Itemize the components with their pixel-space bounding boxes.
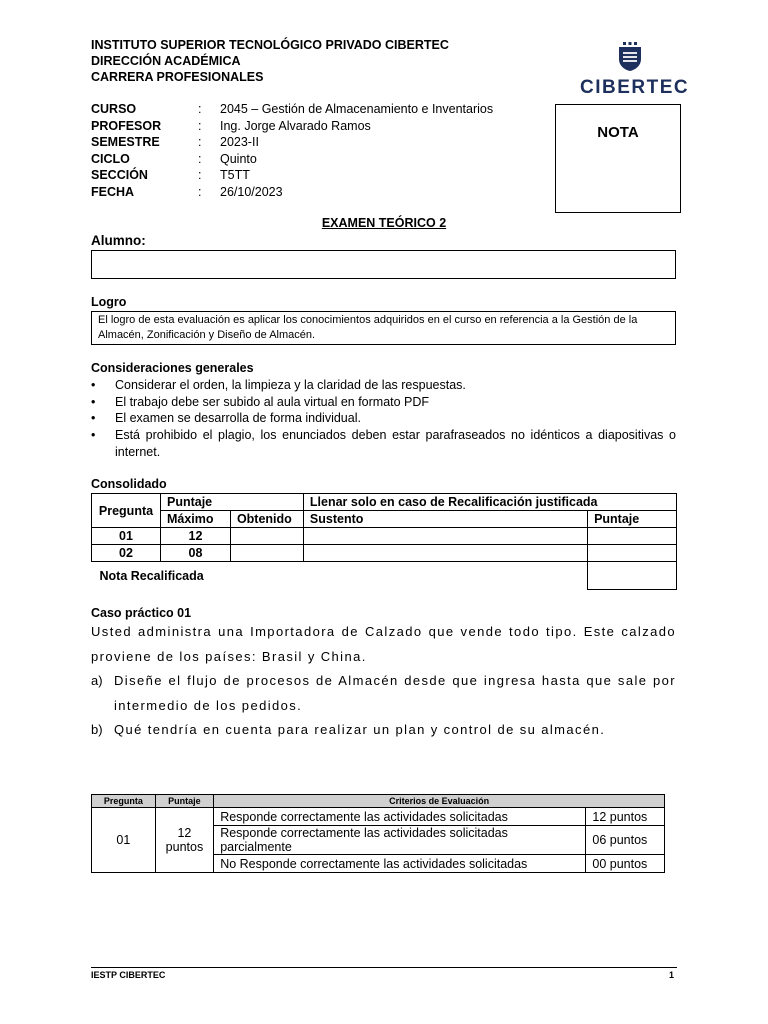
cell-maximo: 12 (160, 528, 230, 545)
info-row-ciclo (91, 151, 493, 168)
header-puntaje-recal: Puntaje (588, 511, 677, 528)
info-row-semestre (91, 134, 493, 151)
header-obtenido: Obtenido (230, 511, 303, 528)
consolidado-table (91, 493, 677, 590)
info-label: FECHA (91, 184, 135, 199)
alumno-field[interactable] (91, 250, 676, 279)
logro-label: Logro (91, 295, 127, 309)
info-value: 26/10/2023 (220, 184, 283, 199)
info-label: CURSO (91, 102, 137, 116)
cell-sustento[interactable] (303, 528, 587, 545)
caso-item-a (91, 669, 676, 718)
info-row-profesor (91, 118, 493, 135)
table-row (92, 562, 677, 590)
cibertec-logo (580, 42, 690, 99)
caso-item-b (91, 718, 676, 743)
institution-header (91, 37, 449, 85)
info-row-fecha (91, 184, 493, 201)
list-item-text: Está prohibido el plagio, los enunciados deben estar parafraseados no idénticos a diapositivas o internet. (115, 428, 676, 459)
cell-obtenido[interactable] (230, 545, 303, 562)
logo-wordmark: CIBERTEC (580, 77, 690, 98)
nota-recalificada-label: Nota Recalificada (99, 568, 204, 583)
item-text: Diseñe el flujo de procesos de Almacén desde que ingresa hasta que sale por intermedio de los pedidos. (114, 673, 676, 713)
info-label: SEMESTRE (91, 135, 160, 149)
cell-puntaje[interactable] (588, 545, 677, 562)
course-info (91, 101, 493, 200)
rubric-puntos: 00 puntos (586, 855, 665, 873)
header-line-1: INSTITUTO SUPERIOR TECNOLÓGICO PRIVADO CIBERTEC (91, 38, 449, 52)
page-number: 1 (669, 970, 675, 980)
rubric-puntos: 12 puntos (586, 808, 665, 826)
cell-pregunta: 02 (92, 545, 161, 562)
rubric-criterio: Responde correctamente las actividades solicitadas parcialmente (214, 826, 586, 855)
cell-obtenido[interactable] (230, 528, 303, 545)
info-value: 2023-II (220, 135, 259, 149)
rubric-pregunta: 01 (92, 808, 156, 873)
header-recalificacion: Llenar solo en caso de Recalificación justificada (303, 494, 676, 511)
info-colon: : (198, 102, 202, 116)
caso-body (91, 620, 676, 743)
info-colon: : (198, 151, 202, 166)
table-row (92, 545, 677, 562)
list-item-text: El examen se desarrolla de forma individual. (115, 411, 361, 426)
info-colon: : (198, 168, 202, 182)
info-value: 2045 – Gestión de Almacenamiento e Inventarios (220, 102, 494, 116)
logro-box (91, 311, 676, 345)
header-line-2: DIRECCIÓN ACADÉMICA (91, 54, 241, 68)
info-label: PROFESOR (91, 118, 162, 133)
consideraciones-list (91, 377, 676, 461)
bullet-icon: • (91, 411, 96, 426)
list-item (91, 410, 676, 427)
bullet-icon: • (91, 378, 96, 392)
caso-intro: Usted administra una Importadora de Calzado que vende todo tipo. Este calzado proviene de los países: Brasil y China. (91, 624, 676, 664)
cell-sustento[interactable] (303, 545, 587, 562)
rubric-header-puntaje: Puntaje (155, 795, 214, 808)
rubric-puntaje: 12 puntos (155, 808, 214, 873)
info-colon: : (198, 184, 202, 199)
info-label: CICLO (91, 151, 130, 166)
header-sustento: Sustento (303, 511, 587, 528)
item-label: a) (91, 673, 103, 688)
rubric-puntos: 06 puntos (586, 826, 665, 855)
info-row-seccion (91, 167, 493, 184)
header-maximo: Máximo (160, 511, 230, 528)
nota-label: NOTA (597, 124, 639, 141)
rubric-criterio: No Responde correctamente las actividades solicitadas (214, 855, 586, 873)
list-item (91, 377, 676, 394)
rubric-header-pregunta: Pregunta (92, 795, 156, 808)
shield-icon (617, 42, 643, 72)
exam-title: EXAMEN TEÓRICO 2 (321, 216, 447, 230)
header-pregunta: Pregunta (92, 494, 161, 528)
consolidado-label: Consolidado (91, 477, 167, 491)
logro-text: El logro de esta evaluación es aplicar los conocimientos adquiridos en el curso en referencia a la Gestión de la Almacén, Zonificación y Diseño de Almacén. (98, 314, 638, 341)
nota-recalificada-field[interactable] (588, 562, 677, 590)
info-label: SECCIÓN (91, 168, 148, 182)
list-item-text: Considerar el orden, la limpieza y la claridad de las respuestas. (115, 378, 466, 392)
info-colon: : (198, 118, 202, 133)
bullet-icon: • (91, 394, 96, 409)
list-item-text: El trabajo debe ser subido al aula virtual en formato PDF (115, 394, 430, 409)
caso-label: Caso práctico 01 (91, 606, 192, 620)
cell-puntaje[interactable] (588, 528, 677, 545)
alumno-label: Alumno: (91, 233, 146, 248)
info-value: Ing. Jorge Alvarado Ramos (220, 118, 371, 133)
item-label: b) (91, 722, 103, 737)
consideraciones-label: Consideraciones generales (91, 361, 254, 375)
rubric-header-criterios: Criterios de Evaluación (214, 795, 665, 808)
list-item (91, 394, 676, 411)
list-item (91, 427, 676, 460)
footer-institution: IESTP CIBERTEC (91, 970, 166, 980)
item-text: Qué tendría en cuenta para realizar un plan y control de su almacén. (114, 722, 606, 737)
info-value: Quinto (220, 151, 257, 166)
footer-divider (91, 967, 677, 968)
cell-maximo: 08 (160, 545, 230, 562)
table-row (92, 808, 665, 826)
rubric-table (91, 794, 665, 873)
nota-box[interactable] (555, 104, 681, 213)
header-line-3: CARRERA PROFESIONALES (91, 70, 264, 84)
cell-pregunta: 01 (92, 528, 161, 545)
table-row (92, 528, 677, 545)
info-row-curso (91, 101, 493, 118)
bullet-icon: • (91, 428, 96, 443)
info-colon: : (198, 135, 202, 149)
rubric-criterio: Responde correctamente las actividades solicitadas (214, 808, 586, 826)
info-value: T5TT (220, 168, 250, 182)
header-puntaje: Puntaje (160, 494, 303, 511)
